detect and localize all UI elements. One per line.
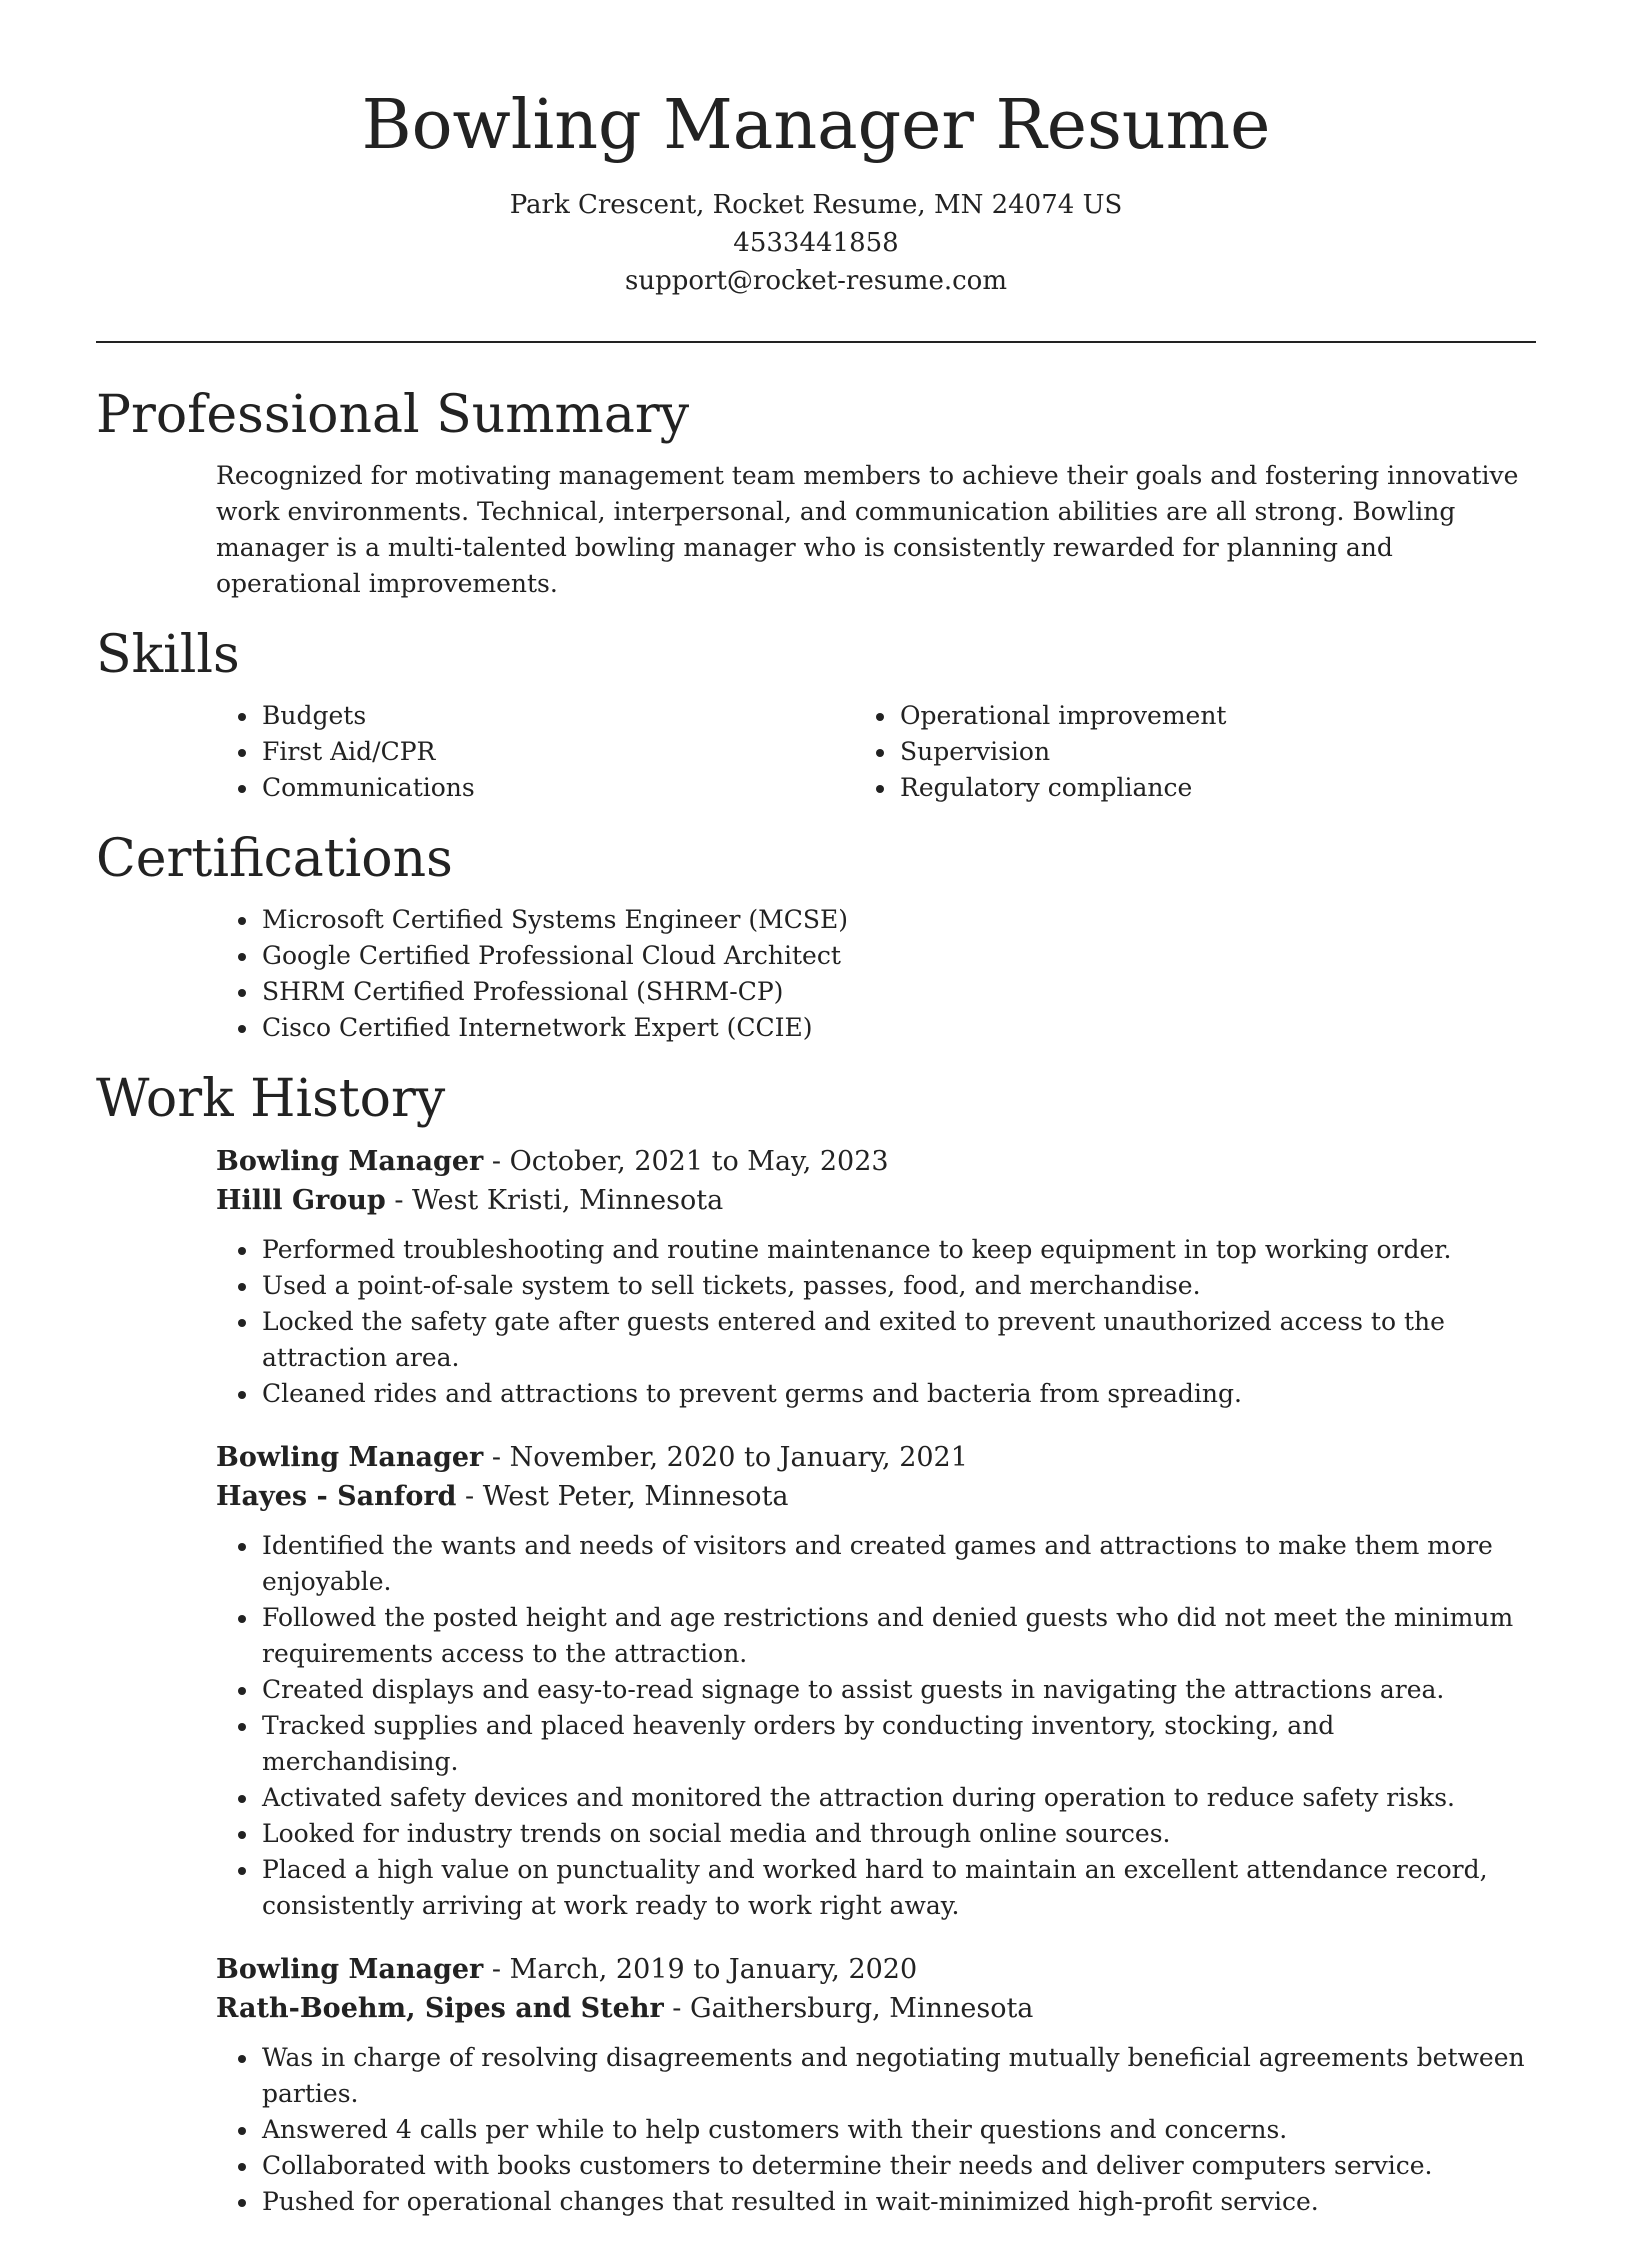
- summary-text: Recognized for motivating management team members to achieve their goals and fostering innovative work environments. Technical, interpersonal, and communication abilities are all strong. Bowling manager is a multi-talented bowling manager who is consistently rewarded for planning and operational improvements.: [216, 461, 1519, 598]
- job-bullet: • Created displays and easy-to-read signage to assist guests in navigating the attractions area.: [260, 1672, 1536, 1708]
- job-bullet: • Was in charge of resolving disagreements and negotiating mutually beneficial agreements between parties.: [260, 2040, 1536, 2112]
- job-bullet: • Identified the wants and needs of visitors and created games and attractions to make them more enjoyable.: [260, 1528, 1536, 1600]
- skills-list-right: [898, 698, 1536, 806]
- certification-item: • SHRM Certified Professional (SHRM-CP): [260, 974, 1536, 1010]
- job-location: West Kristi, Minnesota: [412, 1185, 724, 1216]
- job-role: Bowling Manager: [216, 1954, 484, 1985]
- job-bullet: • Tracked supplies and placed heavenly orders by conducting inventory, stocking, and merchandising.: [260, 1708, 1536, 1780]
- job-company-line: Hayes - Sanford - West Peter, Minnesota: [216, 1481, 789, 1512]
- skill-item: • Supervision: [898, 734, 1536, 770]
- work-history-section: [96, 1064, 1536, 2220]
- skill-item: • Communications: [260, 770, 898, 806]
- header-divider: [96, 341, 1536, 343]
- skills-list-left: [96, 698, 898, 806]
- job-title-line: Bowling Manager - November, 2020 to January, 2021: [216, 1442, 968, 1473]
- address-text: Park Crescent, Rocket Resume, MN 24074 US: [509, 190, 1123, 220]
- job-entry: [96, 1438, 1536, 1924]
- job-bullet: • Collaborated with books customers to determine their needs and deliver computers service.: [260, 2148, 1536, 2184]
- skills-grid: [96, 698, 1536, 806]
- job-bullet: • Answered 4 calls per while to help customers with their questions and concerns.: [260, 2112, 1536, 2148]
- summary-heading: Professional Summary: [96, 385, 690, 445]
- phone-text: 4533441858: [733, 228, 899, 258]
- job-bullet: • Used a point-of-sale system to sell tickets, passes, food, and merchandise.: [260, 1268, 1536, 1304]
- resume-body: [96, 380, 1536, 2246]
- job-entry: [96, 1950, 1536, 2220]
- job-dates: November, 2020 to January, 2021: [509, 1442, 968, 1473]
- job-bullets: [96, 1528, 1536, 1924]
- job-bullet: • Locked the safety gate after guests entered and exited to prevent unauthorized access to the attraction area.: [260, 1304, 1536, 1376]
- job-company: Hilll Group: [216, 1185, 386, 1216]
- job-bullet: • Looked for industry trends on social media and through online sources.: [260, 1816, 1536, 1852]
- contact-block: [0, 186, 1632, 300]
- certification-item: • Cisco Certified Internetwork Expert (CCIE): [260, 1010, 1536, 1046]
- job-company-line: Rath-Boehm, Sipes and Stehr - Gaithersburg, Minnesota: [216, 1993, 1034, 2024]
- job-bullet: • Activated safety devices and monitored the attraction during operation to reduce safety risks.: [260, 1780, 1536, 1816]
- job-title-line: Bowling Manager - March, 2019 to January, 2020: [216, 1954, 918, 1985]
- summary-section: [96, 380, 1536, 602]
- skill-item: • Budgets: [260, 698, 898, 734]
- job-company-line: Hilll Group - West Kristi, Minnesota: [216, 1185, 724, 1216]
- job-bullets: [96, 1232, 1536, 1412]
- email-text: support@rocket-resume.com: [624, 266, 1007, 296]
- skill-item: • First Aid/CPR: [260, 734, 898, 770]
- job-bullet: • Cleaned rides and attractions to prevent germs and bacteria from spreading.: [260, 1376, 1536, 1412]
- job-bullet: • Placed a high value on punctuality and worked hard to maintain an excellent attendance record, consistently arriving at work ready to work right away.: [260, 1852, 1536, 1924]
- certification-item: • Microsoft Certified Systems Engineer (MCSE): [260, 902, 1536, 938]
- skills-section: [96, 620, 1536, 806]
- job-role: Bowling Manager: [216, 1146, 484, 1177]
- resume-header: [0, 0, 1632, 300]
- work-history-heading: Work History: [96, 1069, 446, 1129]
- job-bullet: • Performed troubleshooting and routine maintenance to keep equipment in top working order.: [260, 1232, 1536, 1268]
- job-location: West Peter, Minnesota: [482, 1481, 789, 1512]
- job-role: Bowling Manager: [216, 1442, 484, 1473]
- job-entry: [96, 1142, 1536, 1412]
- resume-title: Bowling Manager Resume: [361, 86, 1271, 165]
- job-company: Hayes - Sanford: [216, 1481, 457, 1512]
- job-dates: March, 2019 to January, 2020: [509, 1954, 918, 1985]
- skills-heading: Skills: [96, 625, 240, 685]
- job-title-line: Bowling Manager - October, 2021 to May, 2023: [216, 1146, 889, 1177]
- skill-item: • Regulatory compliance: [898, 770, 1536, 806]
- job-bullet: • Followed the posted height and age restrictions and denied guests who did not meet the minimum requirements access to the attraction.: [260, 1600, 1536, 1672]
- certification-item: • Google Certified Professional Cloud Architect: [260, 938, 1536, 974]
- certifications-heading: Certifications: [96, 829, 453, 889]
- job-location: Gaithersburg, Minnesota: [690, 1993, 1034, 2024]
- job-bullet: • Pushed for operational changes that resulted in wait-minimized high-profit service.: [260, 2184, 1536, 2220]
- skill-item: • Operational improvement: [898, 698, 1536, 734]
- job-company: Rath-Boehm, Sipes and Stehr: [216, 1993, 664, 2024]
- job-dates: October, 2021 to May, 2023: [509, 1146, 889, 1177]
- certifications-list: [96, 902, 1536, 1046]
- job-bullets: [96, 2040, 1536, 2220]
- certifications-section: [96, 824, 1536, 1046]
